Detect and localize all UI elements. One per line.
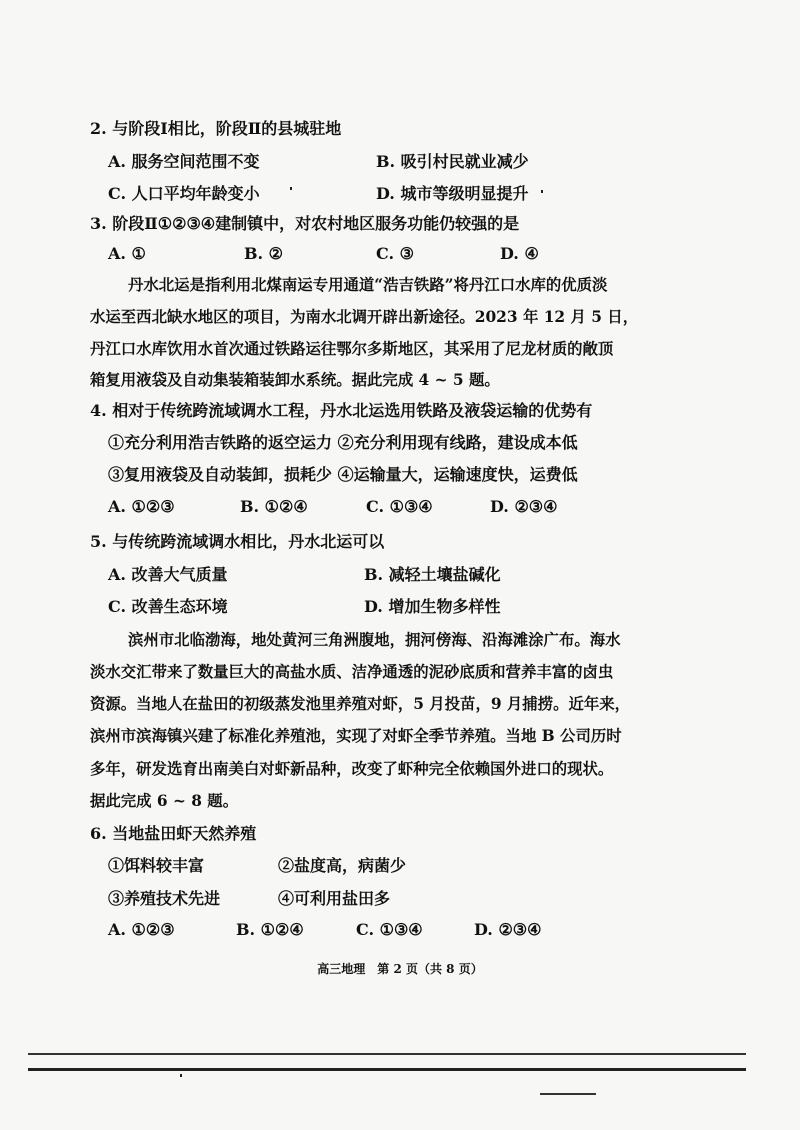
q4-statement-3-4: ③复用液袋及自动装卸，损耗少 ④运输量大，运输速度快，运费低 (108, 465, 578, 484)
scan-speck (180, 1074, 182, 1077)
q6-option-d: D. ②③④ (474, 920, 542, 939)
q2-option-b: B. 吸引村民就业减少 (376, 152, 529, 171)
passage1-line1: 丹水北运是指利用北煤南运专用通道“浩吉铁路”将丹江口水库的优质淡 (128, 276, 608, 294)
q2-stem: 2. 与阶段Ⅰ相比，阶段Ⅱ的县城驻地 (90, 119, 342, 138)
q4-option-b: B. ①②④ (240, 497, 308, 516)
q3-stem: 3. 阶段Ⅱ①②③④建制镇中，对农村地区服务功能仍较强的是 (90, 214, 520, 233)
passage2-line6: 据此完成 6 ~ 8 题。 (90, 792, 239, 810)
passage1-line3: 丹江口水库饮用水首次通过铁路运往鄂尔多斯地区，其采用了尼龙材质的敞顶 (90, 340, 614, 358)
q4-stem: 4. 相对于传统跨流域调水工程，丹水北运选用铁路及液袋运输的优势有 (90, 401, 593, 420)
scan-edge-line (28, 1068, 746, 1071)
q5-option-a: A. 改善大气质量 (108, 565, 228, 584)
scan-speck (290, 187, 292, 190)
scan-edge-line (540, 1093, 596, 1095)
q6-statement-2: ②盐度高，病菌少 (278, 856, 407, 875)
scan-edge-line (28, 1053, 746, 1055)
q5-option-d: D. 增加生物多样性 (364, 597, 501, 616)
q6-stem: 6. 当地盐田虾天然养殖 (90, 824, 257, 843)
q4-option-d: D. ②③④ (490, 497, 558, 516)
q2-option-c: C. 人口平均年龄变小 (108, 184, 260, 203)
passage2-line3: 资源。当地人在盐田的初级蒸发池里养殖对虾，5 月投苗，9 月捕捞。近年来， (90, 695, 631, 713)
scan-speck (541, 190, 543, 193)
q4-statement-1-2: ①充分利用浩吉铁路的返空运力 ②充分利用现有线路，建设成本低 (108, 433, 578, 452)
q6-option-c: C. ①③④ (356, 920, 423, 939)
q6-statement-4: ④可利用盐田多 (278, 889, 391, 908)
passage2-line5: 多年，研发选育出南美白对虾新品种，改变了虾种完全依赖国外进口的现状。 (90, 760, 614, 778)
q5-option-c: C. 改善生态环境 (108, 597, 228, 616)
q6-statement-1: ①饵料较丰富 (108, 856, 205, 875)
q6-option-a: A. ①②③ (108, 920, 175, 939)
page-footer: 高三地理 第 2 页（共 8 页） (317, 962, 483, 976)
q6-statement-3: ③养殖技术先进 (108, 889, 221, 908)
q3-option-d: D. ④ (500, 244, 539, 263)
passage1-line4: 箱复用液袋及自动集装箱装卸水系统。据此完成 4 ~ 5 题。 (90, 371, 500, 389)
q4-option-a: A. ①②③ (108, 497, 175, 516)
q5-option-b: B. 减轻土壤盐碱化 (364, 565, 501, 584)
q3-option-c: C. ③ (376, 244, 414, 263)
q4-option-c: C. ①③④ (366, 497, 433, 516)
passage2-line2: 淡水交汇带来了数量巨大的高盐水质、洁净通透的泥砂底质和营养丰富的卤虫 (90, 663, 614, 681)
q3-option-a: A. ① (108, 244, 146, 263)
q3-option-b: B. ② (244, 244, 284, 263)
q5-stem: 5. 与传统跨流域调水相比，丹水北运可以 (90, 532, 385, 551)
passage2-line1: 滨州市北临渤海，地处黄河三角洲腹地，拥河傍海、沿海滩涂广布。海水 (128, 631, 621, 649)
q2-option-a: A. 服务空间范围不变 (108, 152, 260, 171)
passage1-line2: 水运至西北缺水地区的项目，为南水北调开辟出新途径。2023 年 12 月 5 日， (90, 308, 639, 326)
q6-option-b: B. ①②④ (236, 920, 304, 939)
q2-option-d: D. 城市等级明显提升 (376, 184, 529, 203)
passage2-line4: 滨州市滨海镇兴建了标准化养殖池，实现了对虾全季节养殖。当地 B 公司历时 (90, 727, 622, 745)
